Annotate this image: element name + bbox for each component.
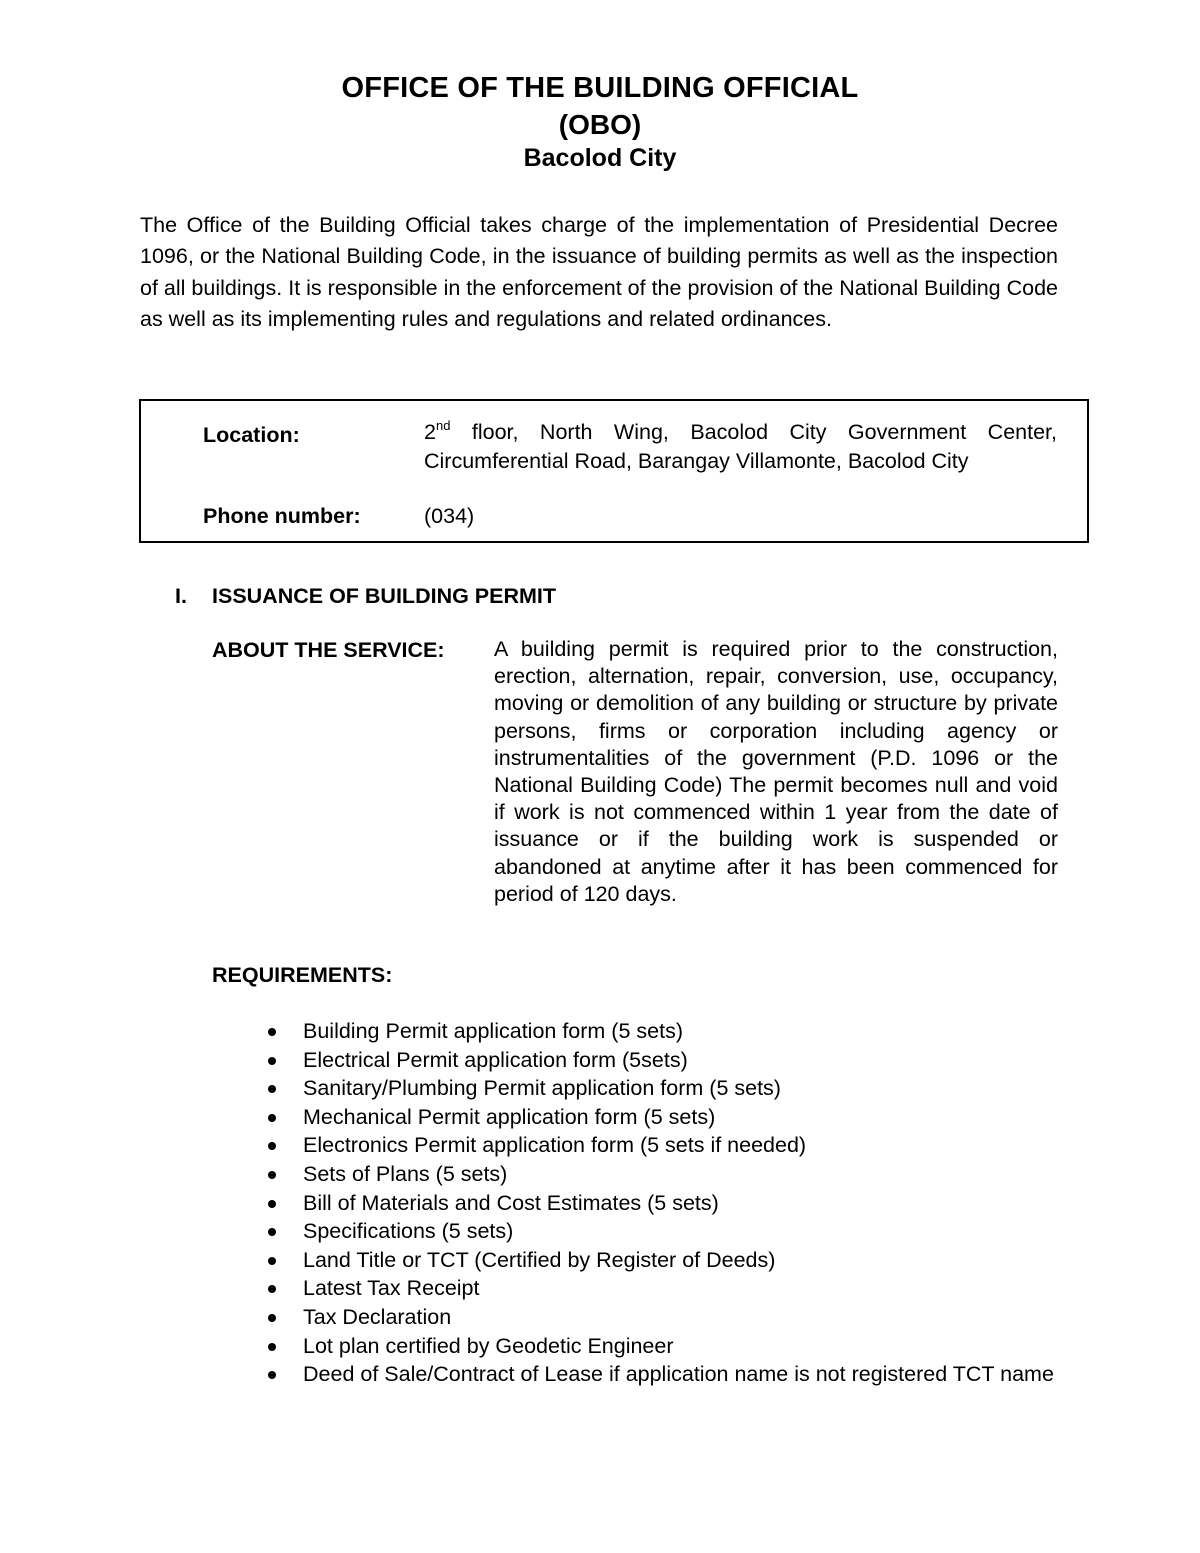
requirement-item: Deed of Sale/Contract of Lease if application name is not registered TCT name (262, 1360, 1058, 1389)
requirement-item: Latest Tax Receipt (262, 1274, 1058, 1303)
requirement-item: Lot plan certified by Geodetic Engineer (262, 1332, 1058, 1361)
bullet-icon (268, 1314, 276, 1322)
location-label: Location: (203, 423, 300, 447)
requirement-item: Building Permit application form (5 sets) (262, 1017, 1058, 1046)
about-service-text: A building permit is required prior to the construction, erection, alternation, repair, conversion, use, occupancy, moving or demolition of any building or structure by private persons, firms or corporation including agency or instrumentalities of the government (P.D. 1096 or the National Building Code) The permit becomes null and void if work is not commenced within 1 year from the date of issuance or if the building work is suspended or abandoned at anytime after it has been commenced for period of 120 days. (494, 637, 1058, 906)
location-value-line2: Circumferential Road, Barangay Villamonte, Bacolod City (424, 449, 969, 473)
bullet-icon (268, 1257, 276, 1265)
requirement-item: Bill of Materials and Cost Estimates (5 sets) (262, 1189, 1058, 1218)
requirements-label: REQUIREMENTS: (212, 963, 393, 987)
location-value-line1 (424, 419, 1057, 448)
office-city: Bacolod City (523, 144, 677, 172)
location-floor-suffix: nd (435, 418, 451, 433)
location-line1-rest: floor, North Wing, Bacolod City Government Center, (450, 420, 1057, 444)
requirement-item: Tax Declaration (262, 1303, 1058, 1332)
phone-label: Phone number: (203, 504, 361, 528)
office-title: OFFICE OF THE BUILDING OFFICIAL (341, 72, 859, 104)
bullet-icon (268, 1228, 276, 1236)
section-title: ISSUANCE OF BUILDING PERMIT (212, 584, 557, 608)
location-floor-number: 2 (424, 420, 436, 444)
requirement-item: Sets of Plans (5 sets) (262, 1160, 1058, 1189)
requirements-list (262, 1017, 1058, 1389)
bullet-icon (268, 1285, 276, 1293)
requirement-item: Electronics Permit application form (5 sets if needed) (262, 1131, 1058, 1160)
bullet-icon (268, 1343, 276, 1351)
bullet-icon (268, 1114, 276, 1122)
bullet-icon (268, 1142, 276, 1150)
requirement-item: Electrical Permit application form (5sets) (262, 1046, 1058, 1075)
about-service-label: ABOUT THE SERVICE: (212, 638, 445, 662)
bullet-icon (268, 1028, 276, 1036)
bullet-icon (268, 1085, 276, 1093)
requirement-item: Land Title or TCT (Certified by Register of Deeds) (262, 1246, 1058, 1275)
requirement-item: Sanitary/Plumbing Permit application form (5 sets) (262, 1074, 1058, 1103)
phone-value: (034) (424, 504, 475, 528)
bullet-icon (268, 1200, 276, 1208)
intro-paragraph: The Office of the Building Official takes charge of the implementation of Presidential Decree 1096, or the National Building Code, in the issuance of building permits as well as the inspection of all buildings. It is responsible in the enforcement of the provision of the National Building Code as well as its implementing rules and regulations and related ordinances. (140, 213, 1058, 332)
bullet-icon (268, 1171, 276, 1179)
contact-info-box (139, 399, 1089, 543)
requirement-item: Mechanical Permit application form (5 sets) (262, 1103, 1058, 1132)
bullet-icon (268, 1057, 276, 1065)
bullet-icon (268, 1371, 276, 1379)
section-number: I. (175, 584, 187, 608)
requirement-item: Specifications (5 sets) (262, 1217, 1058, 1246)
office-abbreviation: (OBO) (558, 109, 642, 140)
